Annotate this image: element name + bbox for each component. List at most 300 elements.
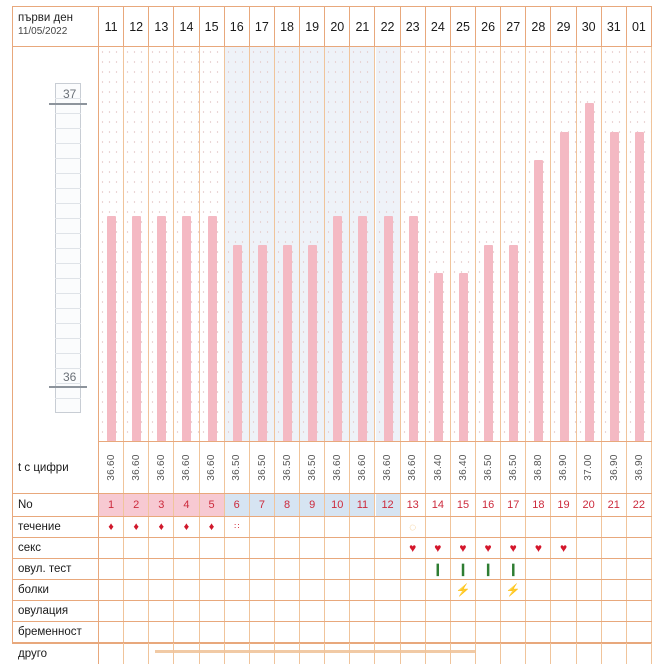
flow-drop-icon: ♦ xyxy=(158,520,165,533)
table-cell-no[interactable] xyxy=(325,494,350,516)
day-header-cell[interactable]: 25 xyxy=(451,7,476,47)
day-header-cell[interactable]: 27 xyxy=(501,7,526,47)
table-cell-temp[interactable] xyxy=(250,442,275,493)
table-cell-other[interactable] xyxy=(376,643,401,664)
table-cell-flow[interactable] xyxy=(300,517,325,537)
plot-column[interactable] xyxy=(451,47,476,442)
row-label-ovul-test: овул. тест xyxy=(13,559,99,579)
table-cell-other[interactable] xyxy=(225,643,250,664)
table-cell-other[interactable] xyxy=(250,643,275,664)
table-cell-temp[interactable] xyxy=(325,442,350,493)
plot-column[interactable] xyxy=(401,47,426,442)
table-cell-temp[interactable] xyxy=(124,442,149,493)
first-day-cell xyxy=(13,7,99,47)
day-header-cell[interactable]: 20 xyxy=(325,7,350,47)
day-header-cell[interactable]: 15 xyxy=(200,7,225,47)
row-label-flow: течение xyxy=(13,517,99,537)
table-cell-ovulation[interactable] xyxy=(275,601,300,621)
table-cell-other[interactable] xyxy=(426,643,451,664)
temperature-bar xyxy=(208,216,217,442)
table-cell-ovulation[interactable] xyxy=(149,601,174,621)
chart-frame xyxy=(12,6,652,660)
table-cell-pregnancy[interactable] xyxy=(602,622,627,642)
table-cell-other[interactable] xyxy=(275,643,300,664)
plot-column[interactable] xyxy=(325,47,350,442)
table-cell-pregnancy[interactable] xyxy=(401,622,426,642)
cycle-day-number: 4 xyxy=(183,499,190,511)
table-cell-no[interactable] xyxy=(99,494,124,516)
table-cell-pain[interactable] xyxy=(200,580,225,600)
cycle-day-number: 8 xyxy=(283,499,291,511)
temperature-bar xyxy=(560,132,569,442)
table-cell-pregnancy[interactable] xyxy=(225,622,250,642)
table-cell-ovulation[interactable] xyxy=(99,601,124,621)
plot-column[interactable] xyxy=(426,47,451,442)
table-row xyxy=(13,442,651,494)
table-cell-other[interactable] xyxy=(526,643,551,664)
table-cell-pregnancy[interactable] xyxy=(250,622,275,642)
cycle-day-number: 12 xyxy=(381,499,394,511)
table-cell-no[interactable] xyxy=(451,494,476,516)
table-cell-no[interactable] xyxy=(124,494,149,516)
day-header-cell[interactable]: 17 xyxy=(250,7,275,47)
plot-column[interactable] xyxy=(275,47,300,442)
flow-spotting-icon: ∷ xyxy=(234,522,240,531)
table-cell-other[interactable] xyxy=(325,643,350,664)
table-cell-other[interactable] xyxy=(476,643,501,664)
table-cell-ovul-test[interactable] xyxy=(401,559,426,579)
table-cell-temp[interactable] xyxy=(501,442,526,493)
table-cell-pregnancy[interactable] xyxy=(325,622,350,642)
plot-column[interactable] xyxy=(476,47,501,442)
table-cell-flow[interactable] xyxy=(451,517,476,537)
plot-column[interactable] xyxy=(200,47,225,442)
table-cell-flow[interactable] xyxy=(225,517,250,537)
table-cell-sex[interactable] xyxy=(149,538,174,558)
table-cell-sex[interactable] xyxy=(174,538,199,558)
table-cell-flow[interactable] xyxy=(250,517,275,537)
table-cell-pain[interactable] xyxy=(225,580,250,600)
table-cell-temp[interactable] xyxy=(300,442,325,493)
table-cell-ovul-test[interactable] xyxy=(451,559,476,579)
table-cell-temp[interactable] xyxy=(149,442,174,493)
table-cell-temp[interactable] xyxy=(627,442,652,493)
table-cell-flow[interactable] xyxy=(526,517,551,537)
temperature-value: 36.40 xyxy=(457,454,469,481)
table-cell-other[interactable] xyxy=(174,643,199,664)
table-cell-ovulation[interactable] xyxy=(451,601,476,621)
table-cell-pain[interactable] xyxy=(325,580,350,600)
temperature-bar xyxy=(308,245,317,443)
table-cell-temp[interactable] xyxy=(577,442,602,493)
table-cell-pain[interactable] xyxy=(99,580,124,600)
table-cell-flow[interactable] xyxy=(350,517,375,537)
table-cell-pain[interactable] xyxy=(124,580,149,600)
table-cell-pain[interactable] xyxy=(174,580,199,600)
table-cell-flow[interactable] xyxy=(501,517,526,537)
table-cell-flow[interactable] xyxy=(275,517,300,537)
table-cell-no[interactable] xyxy=(602,494,627,516)
table-cell-pain[interactable] xyxy=(451,580,476,600)
table-cell-ovulation[interactable] xyxy=(401,601,426,621)
table-cell-flow[interactable] xyxy=(325,517,350,537)
table-cell-pregnancy[interactable] xyxy=(451,622,476,642)
table-cell-sex[interactable] xyxy=(350,538,375,558)
cycle-day-number: 1 xyxy=(108,499,115,511)
table-cell-ovul-test[interactable] xyxy=(99,559,124,579)
data-table xyxy=(13,442,651,664)
day-header-cell[interactable]: 13 xyxy=(149,7,174,47)
table-cell-pregnancy[interactable] xyxy=(149,622,174,642)
day-header-cell[interactable]: 26 xyxy=(476,7,501,47)
sex-heart-icon: ♥ xyxy=(559,541,568,555)
row-cells-ovul-test xyxy=(99,559,651,579)
table-cell-ovul-test[interactable] xyxy=(376,559,401,579)
table-cell-temp[interactable] xyxy=(350,442,375,493)
cycle-day-number: 18 xyxy=(532,499,545,511)
day-header-cell[interactable]: 14 xyxy=(174,7,199,47)
table-cell-other[interactable] xyxy=(300,643,325,664)
table-cell-sex[interactable] xyxy=(602,538,627,558)
table-cell-other[interactable] xyxy=(401,643,426,664)
table-cell-pregnancy[interactable] xyxy=(350,622,375,642)
table-cell-other[interactable] xyxy=(501,643,526,664)
table-cell-pregnancy[interactable] xyxy=(627,622,652,642)
day-header-cell[interactable]: 31 xyxy=(602,7,627,47)
temperature-bar xyxy=(509,245,518,443)
table-cell-pain[interactable] xyxy=(275,580,300,600)
table-cell-flow[interactable] xyxy=(376,517,401,537)
table-cell-ovulation[interactable] xyxy=(300,601,325,621)
table-cell-pain[interactable] xyxy=(350,580,375,600)
table-cell-ovulation[interactable] xyxy=(225,601,250,621)
table-cell-ovul-test[interactable] xyxy=(200,559,225,579)
table-cell-no[interactable] xyxy=(174,494,199,516)
table-cell-ovul-test[interactable] xyxy=(476,559,501,579)
table-cell-flow[interactable] xyxy=(149,517,174,537)
table-cell-sex[interactable] xyxy=(551,538,576,558)
plot-column[interactable] xyxy=(174,47,199,442)
table-cell-other[interactable] xyxy=(451,643,476,664)
table-cell-temp[interactable] xyxy=(401,442,426,493)
table-cell-ovulation[interactable] xyxy=(526,601,551,621)
table-cell-other[interactable] xyxy=(200,643,225,664)
flow-drop-icon: ♦ xyxy=(208,520,215,533)
table-cell-pain[interactable] xyxy=(149,580,174,600)
table-cell-other[interactable] xyxy=(577,643,602,664)
cycle-day-number: 22 xyxy=(632,499,646,511)
table-cell-ovulation[interactable] xyxy=(124,601,149,621)
plot-column[interactable] xyxy=(602,47,627,442)
temperature-bar xyxy=(333,216,342,442)
table-cell-sex[interactable] xyxy=(376,538,401,558)
plot-column[interactable] xyxy=(526,47,551,442)
table-cell-temp[interactable] xyxy=(275,442,300,493)
table-cell-sex[interactable] xyxy=(401,538,426,558)
table-cell-ovulation[interactable] xyxy=(602,601,627,621)
table-cell-temp[interactable] xyxy=(200,442,225,493)
table-cell-ovulation[interactable] xyxy=(501,601,526,621)
table-cell-other[interactable] xyxy=(124,643,149,664)
table-cell-pregnancy[interactable] xyxy=(99,622,124,642)
table-cell-sex[interactable] xyxy=(200,538,225,558)
plot-column[interactable] xyxy=(225,47,250,442)
table-cell-pregnancy[interactable] xyxy=(526,622,551,642)
table-cell-ovul-test[interactable] xyxy=(174,559,199,579)
temperature-value: 36.60 xyxy=(407,454,419,481)
table-cell-ovul-test[interactable] xyxy=(350,559,375,579)
plot-column[interactable] xyxy=(376,47,401,442)
table-cell-ovul-test[interactable] xyxy=(627,559,652,579)
table-cell-temp[interactable] xyxy=(225,442,250,493)
table-cell-no[interactable] xyxy=(149,494,174,516)
table-cell-ovul-test[interactable] xyxy=(551,559,576,579)
plot-column[interactable] xyxy=(300,47,325,442)
plot-column[interactable] xyxy=(99,47,124,442)
table-cell-temp[interactable] xyxy=(476,442,501,493)
table-cell-flow[interactable] xyxy=(200,517,225,537)
table-cell-ovulation[interactable] xyxy=(200,601,225,621)
cycle-day-number: 9 xyxy=(309,499,316,511)
day-header-cell[interactable]: 28 xyxy=(526,7,551,47)
table-cell-ovulation[interactable] xyxy=(426,601,451,621)
axis-tick-label: 37 xyxy=(63,87,77,102)
table-cell-pregnancy[interactable] xyxy=(124,622,149,642)
table-cell-ovul-test[interactable] xyxy=(577,559,602,579)
temperature-bar xyxy=(384,216,393,442)
table-cell-ovulation[interactable] xyxy=(551,601,576,621)
table-cell-temp[interactable] xyxy=(451,442,476,493)
temperature-value: 36.80 xyxy=(532,454,544,481)
table-cell-ovul-test[interactable] xyxy=(526,559,551,579)
table-cell-other[interactable] xyxy=(149,643,174,664)
table-cell-sex[interactable] xyxy=(627,538,652,558)
cycle-day-number: 2 xyxy=(133,499,140,511)
table-cell-ovul-test[interactable] xyxy=(225,559,250,579)
cycle-day-number: 20 xyxy=(582,499,595,511)
plot-column[interactable] xyxy=(551,47,576,442)
table-cell-sex[interactable] xyxy=(250,538,275,558)
table-cell-temp[interactable] xyxy=(602,442,627,493)
table-cell-sex[interactable] xyxy=(275,538,300,558)
table-cell-temp[interactable] xyxy=(551,442,576,493)
table-cell-pregnancy[interactable] xyxy=(300,622,325,642)
table-cell-ovul-test[interactable] xyxy=(602,559,627,579)
plot-column[interactable] xyxy=(250,47,275,442)
day-header-cell[interactable]: 01 xyxy=(627,7,652,47)
table-cell-pain[interactable] xyxy=(526,580,551,600)
table-cell-temp[interactable] xyxy=(174,442,199,493)
table-cell-pain[interactable] xyxy=(476,580,501,600)
sex-heart-icon: ♥ xyxy=(434,541,442,555)
table-cell-flow[interactable] xyxy=(602,517,627,537)
temperature-value: 36.90 xyxy=(633,454,645,481)
temperature-value: 36.50 xyxy=(482,454,494,481)
table-cell-ovul-test[interactable] xyxy=(325,559,350,579)
table-cell-ovul-test[interactable] xyxy=(275,559,300,579)
day-header-cell[interactable]: 11 xyxy=(99,7,124,47)
table-cell-ovulation[interactable] xyxy=(577,601,602,621)
table-cell-sex[interactable] xyxy=(124,538,149,558)
table-cell-pain[interactable] xyxy=(401,580,426,600)
table-cell-ovulation[interactable] xyxy=(376,601,401,621)
cycle-day-number: 17 xyxy=(507,499,520,511)
table-cell-pain[interactable] xyxy=(501,580,526,600)
table-cell-no[interactable] xyxy=(225,494,250,516)
table-cell-other[interactable] xyxy=(551,643,576,664)
plot-column[interactable] xyxy=(124,47,149,442)
table-cell-flow[interactable] xyxy=(401,517,426,537)
table-cell-temp[interactable] xyxy=(526,442,551,493)
day-header-cell[interactable]: 24 xyxy=(426,7,451,47)
table-cell-flow[interactable] xyxy=(174,517,199,537)
table-cell-no[interactable] xyxy=(350,494,375,516)
table-cell-other[interactable] xyxy=(602,643,627,664)
table-cell-flow[interactable] xyxy=(124,517,149,537)
temperature-value: 36.50 xyxy=(231,454,243,481)
table-cell-ovulation[interactable] xyxy=(250,601,275,621)
table-cell-pain[interactable] xyxy=(577,580,602,600)
table-cell-flow[interactable] xyxy=(627,517,652,537)
temperature-value: 36.50 xyxy=(281,454,293,481)
day-header-cell[interactable]: 16 xyxy=(225,7,250,47)
table-cell-ovulation[interactable] xyxy=(350,601,375,621)
temperature-value: 36.50 xyxy=(507,454,519,481)
mucus-drop-icon: ◌ xyxy=(409,520,417,534)
table-cell-ovul-test[interactable] xyxy=(300,559,325,579)
day-header-cell[interactable]: 19 xyxy=(300,7,325,47)
table-cell-no[interactable] xyxy=(551,494,576,516)
day-header-cell[interactable]: 21 xyxy=(350,7,375,47)
table-cell-ovulation[interactable] xyxy=(476,601,501,621)
table-cell-ovul-test[interactable] xyxy=(149,559,174,579)
temperature-value: 36.60 xyxy=(130,454,142,481)
table-row xyxy=(13,643,651,664)
plot-column[interactable] xyxy=(627,47,652,442)
axis-tick-label: 36 xyxy=(63,369,77,384)
table-cell-ovul-test[interactable] xyxy=(426,559,451,579)
pain-bolt-icon: ⚡ xyxy=(505,583,521,597)
cycle-day-number: 15 xyxy=(456,499,470,511)
day-header-cell[interactable]: 12 xyxy=(124,7,149,47)
table-cell-pregnancy[interactable] xyxy=(376,622,401,642)
plot-column[interactable] xyxy=(149,47,174,442)
table-cell-flow[interactable] xyxy=(476,517,501,537)
cycle-day-number: 13 xyxy=(406,499,419,511)
day-header-cell[interactable]: 22 xyxy=(376,7,401,47)
table-cell-ovulation[interactable] xyxy=(325,601,350,621)
table-cell-sex[interactable] xyxy=(325,538,350,558)
table-cell-temp[interactable] xyxy=(376,442,401,493)
temperature-axis xyxy=(13,47,99,442)
table-cell-flow[interactable] xyxy=(577,517,602,537)
table-cell-sex[interactable] xyxy=(501,538,526,558)
day-header-cell[interactable]: 23 xyxy=(401,7,426,47)
plot-column[interactable] xyxy=(350,47,375,442)
table-cell-pain[interactable] xyxy=(376,580,401,600)
table-cell-sex[interactable] xyxy=(426,538,451,558)
day-header-cell[interactable]: 18 xyxy=(275,7,300,47)
table-cell-sex[interactable] xyxy=(99,538,124,558)
table-cell-pain[interactable] xyxy=(300,580,325,600)
table-cell-pregnancy[interactable] xyxy=(551,622,576,642)
table-cell-no[interactable] xyxy=(376,494,401,516)
table-row xyxy=(13,494,651,517)
table-cell-ovulation[interactable] xyxy=(627,601,652,621)
table-cell-no[interactable] xyxy=(577,494,602,516)
table-cell-flow[interactable] xyxy=(426,517,451,537)
temperature-bar xyxy=(484,245,493,443)
table-cell-pregnancy[interactable] xyxy=(501,622,526,642)
row-cells-pain xyxy=(99,580,651,600)
temperature-value: 36.60 xyxy=(331,454,343,481)
table-cell-pregnancy[interactable] xyxy=(174,622,199,642)
row-label-ovulation: овулация xyxy=(13,601,99,621)
table-cell-no[interactable] xyxy=(401,494,426,516)
table-cell-pregnancy[interactable] xyxy=(200,622,225,642)
temperature-value: 36.90 xyxy=(608,454,620,481)
table-cell-sex[interactable] xyxy=(451,538,476,558)
table-cell-pregnancy[interactable] xyxy=(426,622,451,642)
table-cell-sex[interactable] xyxy=(526,538,551,558)
table-cell-sex[interactable] xyxy=(225,538,250,558)
table-cell-pain[interactable] xyxy=(551,580,576,600)
table-cell-other[interactable] xyxy=(627,643,652,664)
table-cell-pain[interactable] xyxy=(627,580,652,600)
table-cell-no[interactable] xyxy=(627,494,652,516)
table-cell-ovulation[interactable] xyxy=(174,601,199,621)
table-cell-temp[interactable] xyxy=(426,442,451,493)
plot-column[interactable] xyxy=(501,47,526,442)
row-cells-temp xyxy=(99,442,651,493)
table-cell-ovul-test[interactable] xyxy=(124,559,149,579)
table-cell-other[interactable] xyxy=(99,643,124,664)
table-cell-pain[interactable] xyxy=(602,580,627,600)
table-cell-no[interactable] xyxy=(426,494,451,516)
table-cell-pain[interactable] xyxy=(426,580,451,600)
table-cell-temp[interactable] xyxy=(99,442,124,493)
table-cell-pregnancy[interactable] xyxy=(577,622,602,642)
day-header-cell[interactable]: 30 xyxy=(577,7,602,47)
temperature-value: 36.50 xyxy=(256,454,268,481)
table-cell-no[interactable] xyxy=(200,494,225,516)
table-cell-pregnancy[interactable] xyxy=(275,622,300,642)
table-cell-pain[interactable] xyxy=(250,580,275,600)
table-cell-sex[interactable] xyxy=(476,538,501,558)
temperature-bar xyxy=(157,216,166,442)
table-cell-other[interactable] xyxy=(350,643,375,664)
table-cell-no[interactable] xyxy=(250,494,275,516)
plot-column[interactable] xyxy=(577,47,602,442)
temperature-bar xyxy=(409,216,418,442)
table-cell-flow[interactable] xyxy=(551,517,576,537)
sex-heart-icon: ♥ xyxy=(459,541,467,555)
table-cell-sex[interactable] xyxy=(577,538,602,558)
table-cell-ovul-test[interactable] xyxy=(250,559,275,579)
cycle-day-number: 11 xyxy=(356,499,369,511)
sex-heart-icon: ♥ xyxy=(484,541,492,555)
table-cell-no[interactable] xyxy=(501,494,526,516)
table-cell-no[interactable] xyxy=(526,494,551,516)
table-cell-pregnancy[interactable] xyxy=(476,622,501,642)
table-cell-no[interactable] xyxy=(300,494,325,516)
table-cell-no[interactable] xyxy=(476,494,501,516)
day-header-cell[interactable]: 29 xyxy=(551,7,576,47)
table-cell-sex[interactable] xyxy=(300,538,325,558)
table-cell-flow[interactable] xyxy=(99,517,124,537)
table-cell-no[interactable] xyxy=(275,494,300,516)
table-cell-ovul-test[interactable] xyxy=(501,559,526,579)
